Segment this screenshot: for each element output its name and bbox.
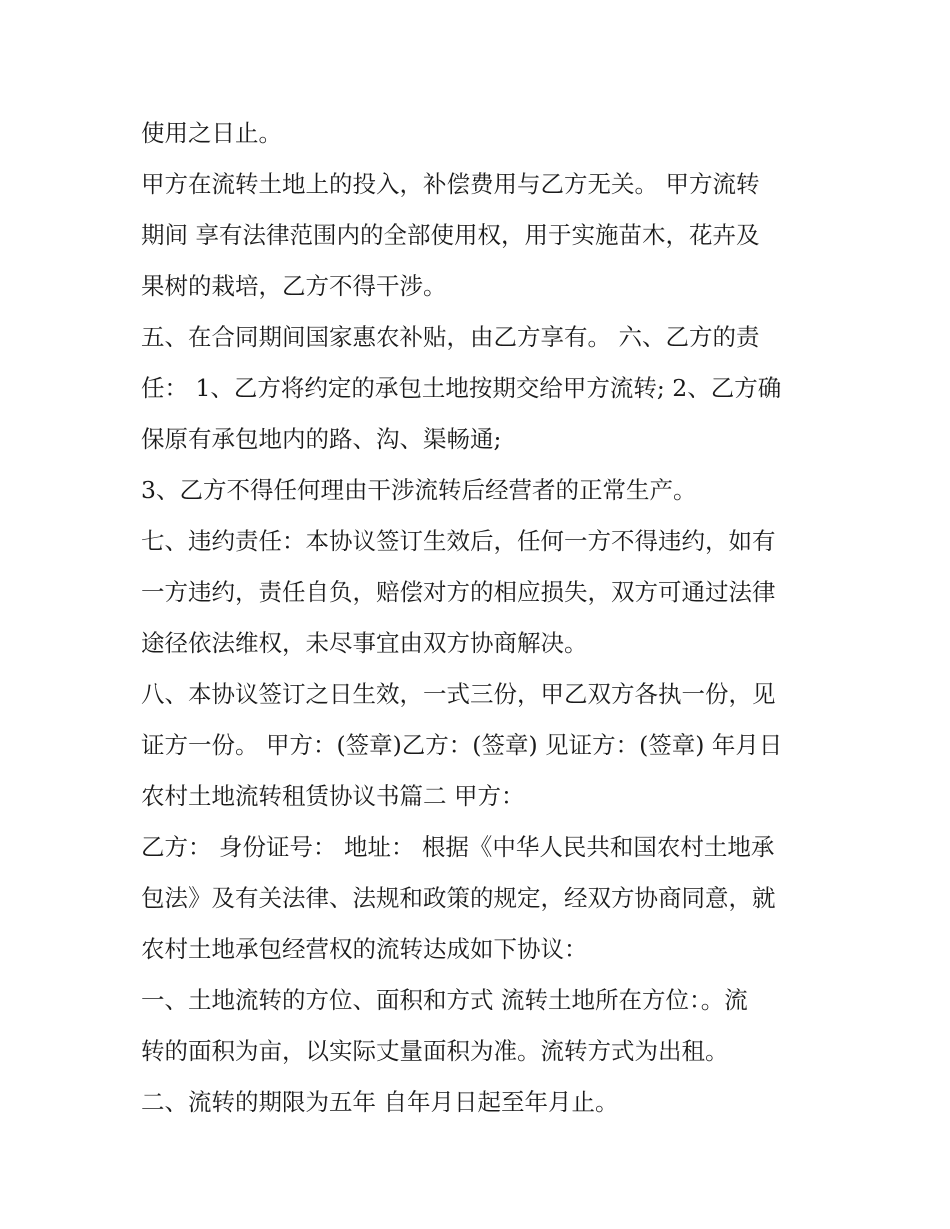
text-line: 农村土地流转租赁协议书篇二 甲方： (141, 782, 525, 810)
text-line: 3、乙方不得任何理由干涉流转后经营者的正常生产。 (141, 476, 697, 504)
text-line: 包法》及有关法律、法规和政策的规定，经双方协商同意，就 (141, 884, 776, 912)
text-line: 使用之日止。 (141, 119, 282, 147)
text-line: 五、在合同期间国家惠农补贴，由乙方享有。 六、乙方的责 (141, 323, 760, 351)
text-line: 证方一份。 甲方：(签章)乙方：(签章) 见证方：(签章) 年月日 (141, 731, 783, 759)
text-line: 途径依法维权，未尽事宜由双方协商解决。 (141, 629, 588, 657)
paragraph-party-b-item-three (141, 465, 821, 516)
text-line: 乙方： 身份证号： 地址： 根据《中华人民共和国农村土地承 (141, 833, 775, 861)
paragraph-party-a-investment (141, 159, 821, 312)
text-line: 农村土地承包经营权的流转达成如下协议： (141, 935, 588, 963)
text-line: 任： 1、乙方将约定的承包土地按期交给甲方流转; 2、乙方确 (141, 374, 782, 402)
paragraph-clause-five-six (141, 312, 821, 465)
paragraph-clause-seven (141, 516, 821, 669)
text-line: 一方违约，责任自负，赔偿对方的相应损失，双方可通过法律 (141, 578, 776, 606)
paragraph-clause-eight (141, 669, 821, 822)
text-line: 期间 享有法律范围内的全部使用权，用于实施苗木，花卉及 (141, 221, 760, 249)
text-line: 保原有承包地内的路、沟、渠畅通; (141, 425, 502, 453)
paragraph-party-b-basis (141, 822, 821, 975)
text-line: 八、本协议签订之日生效，一式三份，甲乙双方各执一份，见 (141, 680, 776, 708)
paragraph-clause-one (141, 975, 821, 1077)
text-line: 一、土地流转的方位、面积和方式 流转土地所在方位：。流 (141, 986, 748, 1014)
document-body (141, 108, 821, 1128)
text-line: 果树的栽培，乙方不得干涉。 (141, 272, 447, 300)
text-line: 七、违约责任：本协议签订生效后，任何一方不得违约，如有 (141, 527, 776, 555)
text-line: 甲方在流转土地上的投入，补偿费用与乙方无关。 甲方流转 (141, 170, 760, 198)
paragraph-clause-two (141, 1077, 821, 1128)
text-line: 二、流转的期限为五年 自年月日起至年月止。 (141, 1088, 619, 1116)
paragraph-end-of-use (141, 108, 821, 159)
text-line: 转的面积为亩，以实际丈量面积为准。流转方式为出租。 (141, 1037, 729, 1065)
